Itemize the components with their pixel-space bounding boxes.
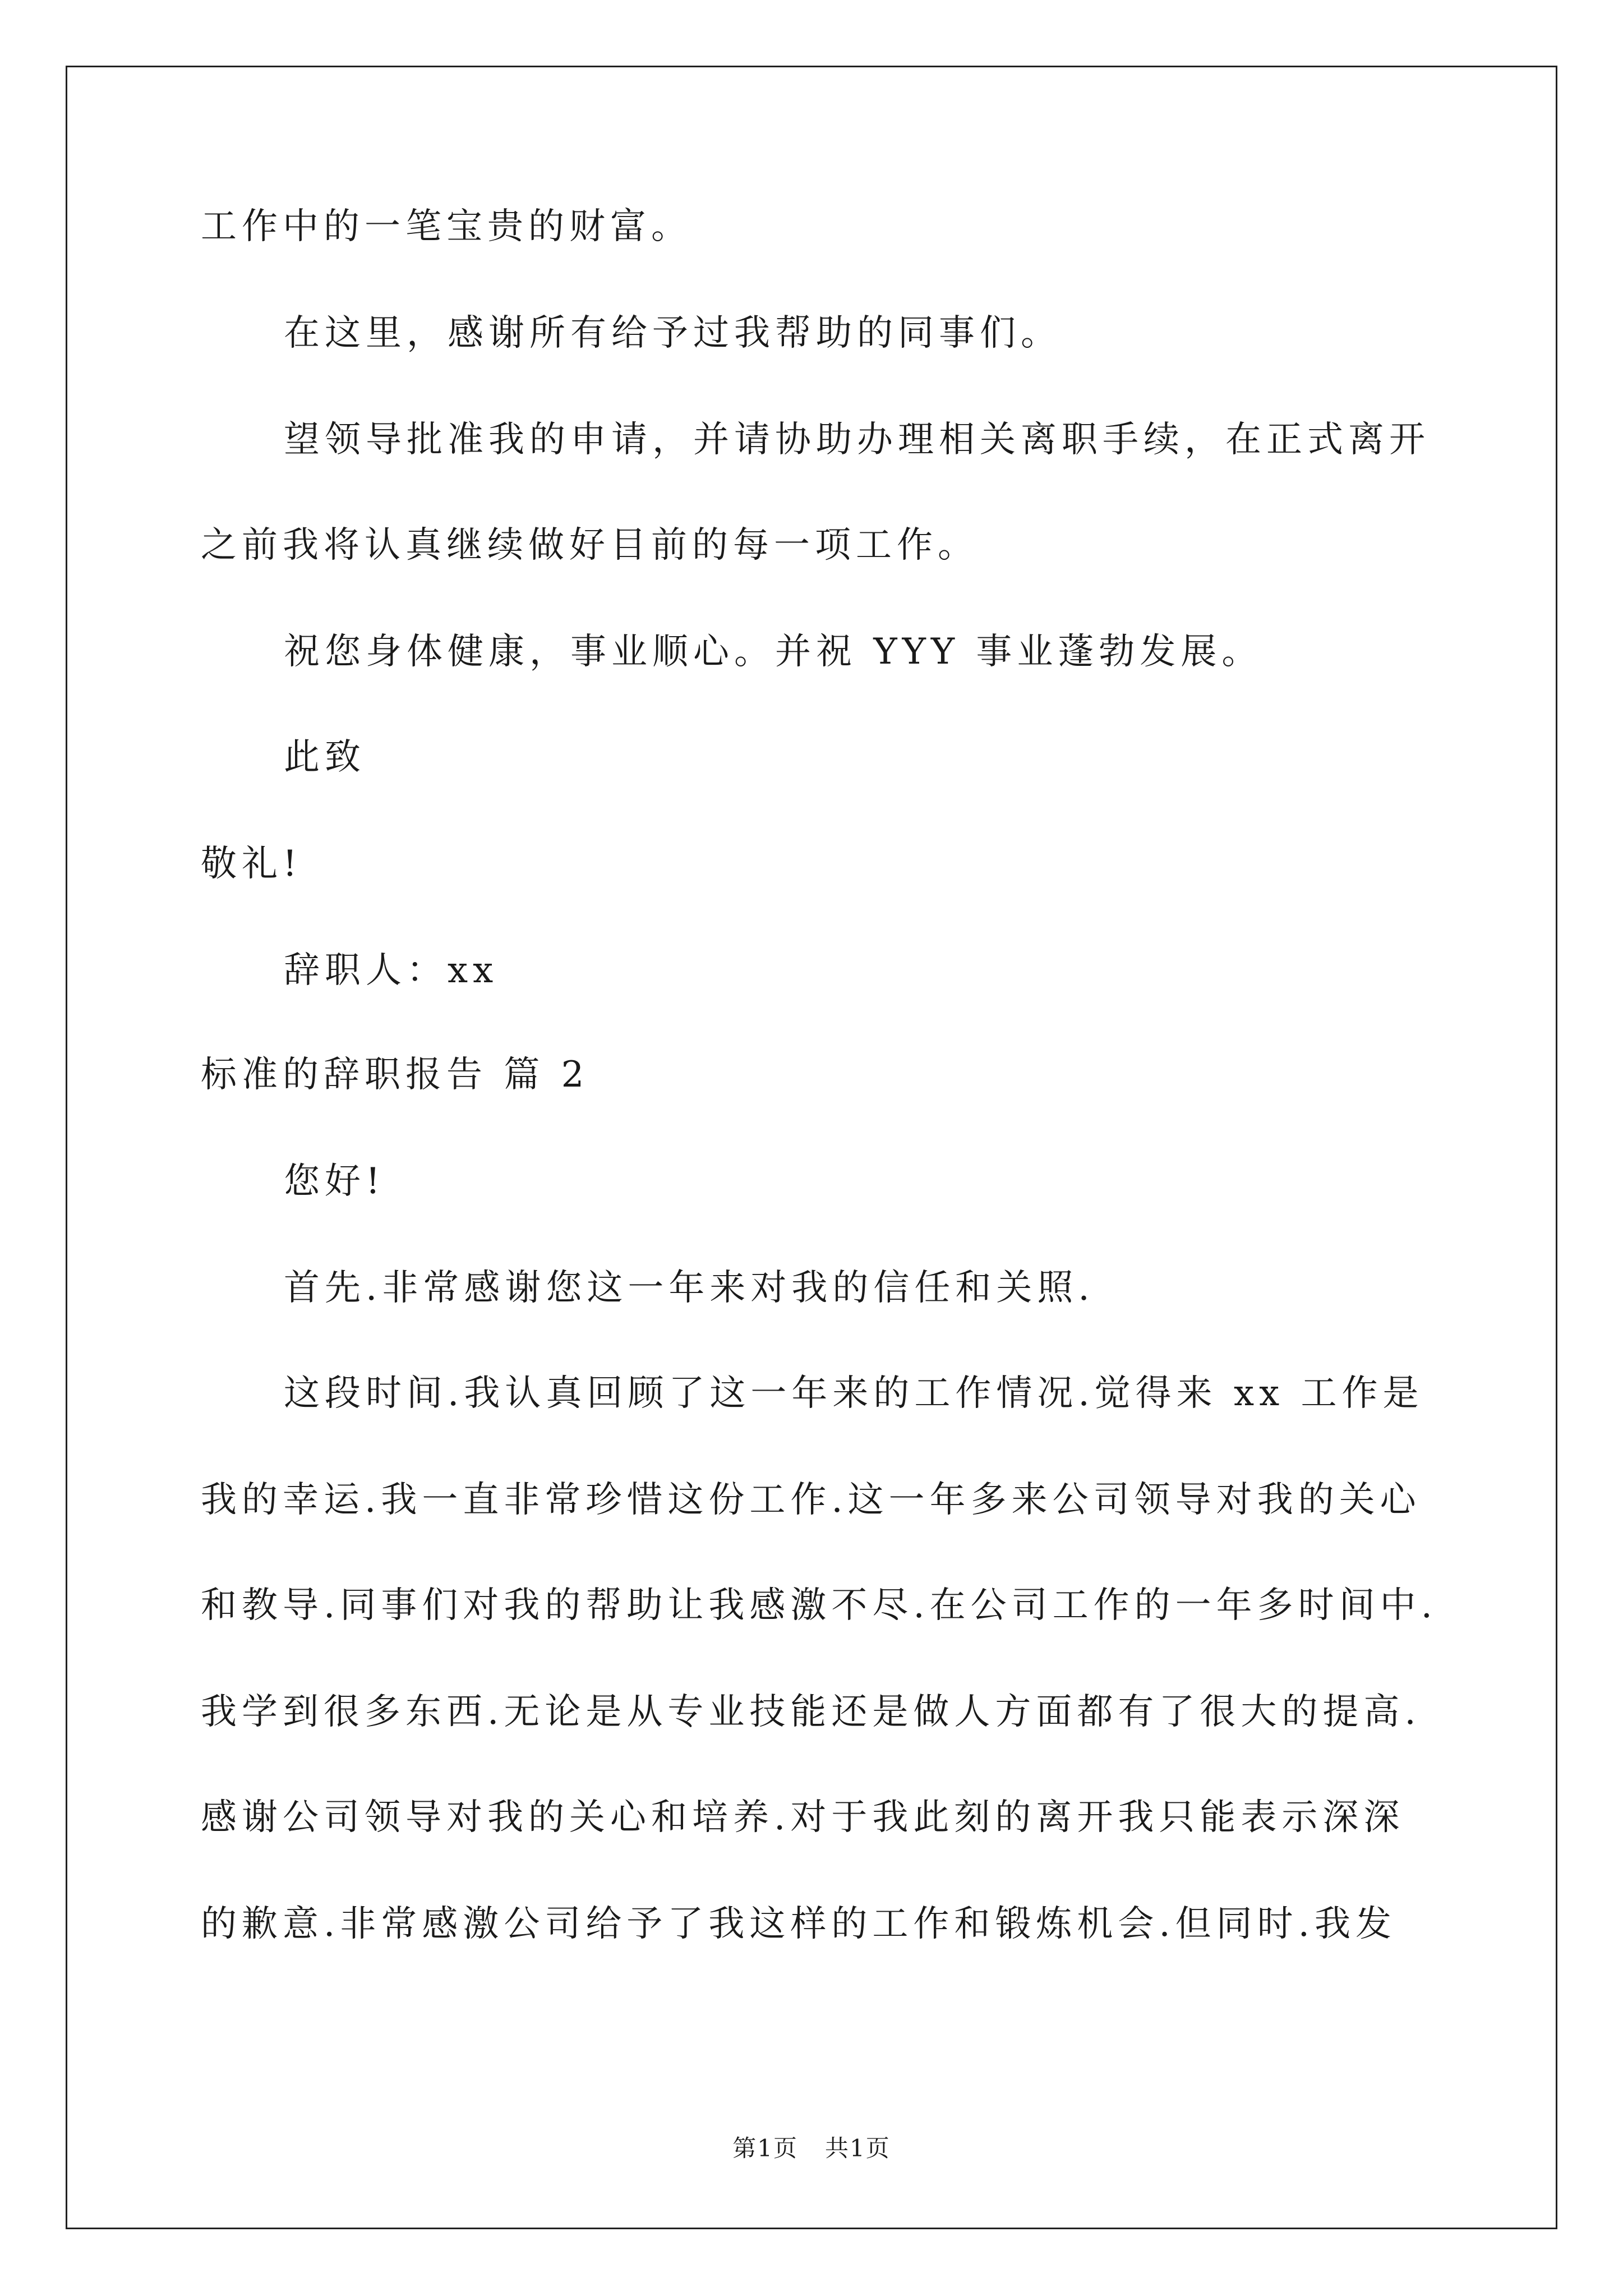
paragraph-line: 这段时间.我认真回顾了这一年来的工作情况.觉得来 xx 工作是: [284, 1373, 1424, 1414]
page-footer: [0, 2134, 1623, 2162]
paragraph-line: 我的幸运.我一直非常珍惜这份工作.这一年多来公司领导对我的关心: [201, 1479, 1421, 1521]
greeting: 您好!: [284, 1161, 385, 1202]
paragraph-line: 之前我将认真继续做好目前的每一项工作。: [201, 524, 979, 566]
page-total: 共1页: [825, 2134, 891, 2162]
signature-line: 辞职人：xx: [284, 950, 499, 991]
closing-salutation: 此致: [284, 737, 366, 778]
paragraph-line: 感谢公司领导对我的关心和培养.对于我此刻的离开我只能表示深深: [201, 1797, 1405, 1838]
paragraph-line: 望领导批准我的申请，并请协助办理相关离职手续，在正式离开: [284, 419, 1430, 461]
paragraph-line: 和教导.同事们对我的帮助让我感激不尽.在公司工作的一年多时间中.: [201, 1585, 1438, 1626]
paragraph-line: 的歉意.非常感激公司给予了我这样的工作和锻炼机会.但同时.我发: [201, 1903, 1397, 1945]
section-title: 标准的辞职报告 篇 2: [201, 1054, 589, 1096]
paragraph-line: 首先.非常感谢您这一年来对我的信任和关照.: [284, 1267, 1095, 1309]
paragraph-line: 祝您身体健康，事业顺心。并祝 YYY 事业蓬勃发展。: [284, 631, 1263, 673]
paragraph-line: 我学到很多东西.无论是从专业技能还是做人方面都有了很大的提高.: [201, 1691, 1421, 1733]
paragraph-line: 在这里，感谢所有给予过我帮助的同事们。: [284, 312, 1062, 354]
page-number: 第1页: [732, 2134, 798, 2162]
paragraph-line: 工作中的一笔宝贵的财富。: [201, 206, 692, 247]
closing-regards: 敬礼!: [201, 843, 302, 885]
